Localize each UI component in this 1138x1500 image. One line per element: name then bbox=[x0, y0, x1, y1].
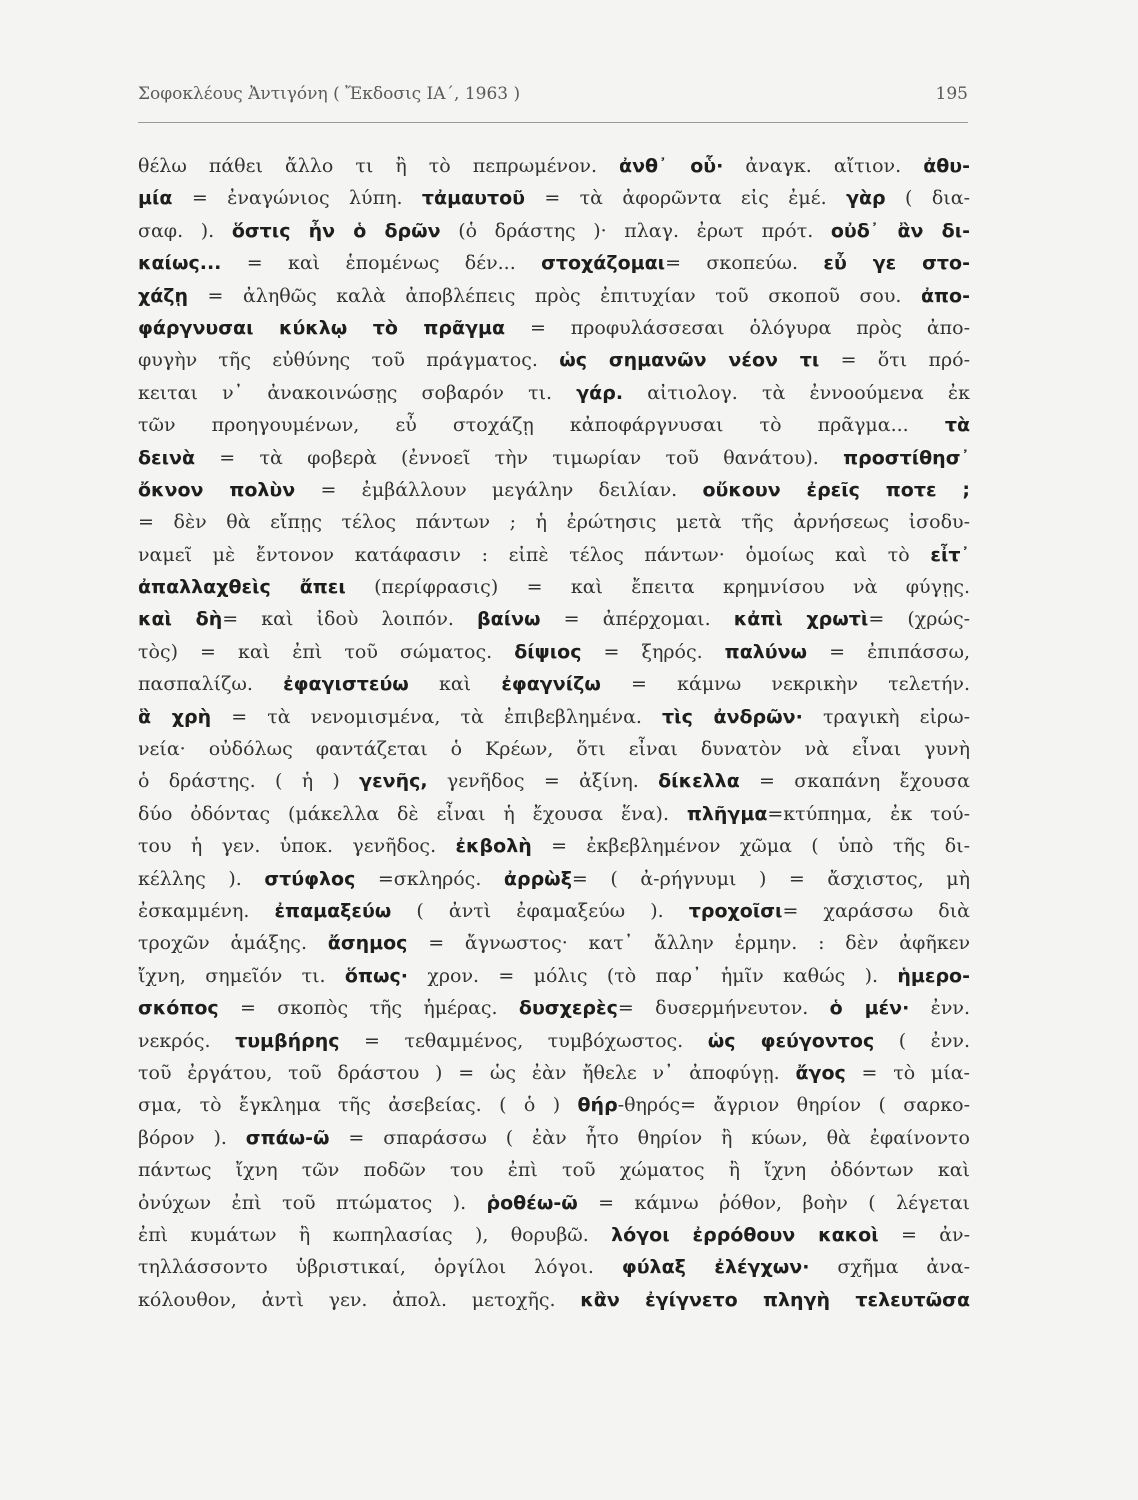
gloss: σμα, τὸ ἔγκλημα τῆς ἀσεβείας. ( ὁ ) bbox=[138, 1094, 578, 1117]
gloss: = δὲν θὰ εἴπῃς τέλος πάντων ; ἡ ἐρώτησις μετὰ τῆς ἀρνήσεως ἰσοδυ- bbox=[138, 511, 970, 534]
text-line bbox=[138, 701, 970, 733]
lemma: ἀθυ- bbox=[923, 155, 971, 177]
gloss: = (χρώς- bbox=[868, 608, 971, 631]
gloss: ὀνύχων ἐπὶ τοῦ πτώματος ). bbox=[138, 1191, 487, 1214]
lemma: τὰ bbox=[944, 414, 970, 437]
lemma: σπάω-ῶ bbox=[245, 1126, 330, 1149]
lemma: ἃ χρὴ bbox=[138, 705, 212, 728]
text-line bbox=[138, 863, 970, 895]
running-head-title: Σοφοκλέους Ἀντιγόνη ( Ἔκδοσις ΙΑ΄, 1963 ) bbox=[138, 84, 521, 104]
gloss: = προφυλάσσεσαι ὁλόγυρα πρὸς ἀπο- bbox=[505, 316, 970, 339]
lemma: ἀρρὼξ bbox=[503, 867, 572, 890]
lemma: κἀπὶ χρωτὶ bbox=[733, 608, 869, 631]
text-line bbox=[138, 603, 970, 635]
gloss: = ἐπιπάσσω, bbox=[807, 640, 970, 663]
text-line bbox=[138, 636, 970, 668]
lemma: ἀπαλλαχθεὶς ἄπει bbox=[138, 576, 346, 599]
lemma: γενῆς, bbox=[359, 770, 428, 793]
lemma: στύφλος bbox=[264, 867, 356, 890]
text-line bbox=[138, 992, 970, 1024]
gloss: βόρον ). bbox=[138, 1126, 246, 1149]
gloss: = ( ἀ-ρήγνυμι ) = ἄσχιστος, μὴ bbox=[571, 867, 971, 890]
commentary-text bbox=[138, 150, 970, 1316]
text-line bbox=[138, 247, 970, 279]
gloss: ἀναγκ. αἴτιον. bbox=[723, 155, 924, 177]
lemma: οὐδ᾽ ἂν δι- bbox=[830, 219, 970, 242]
lemma: τὶς ἀνδρῶν· bbox=[662, 705, 803, 728]
lemma: δεινὰ bbox=[138, 446, 196, 469]
gloss: τηλλάσσοντο ὑβριστικαί, ὀργίλοι λόγοι. bbox=[138, 1256, 622, 1279]
lemma: καὶ δὴ bbox=[138, 608, 223, 631]
gloss: νεκρός. bbox=[138, 1029, 236, 1052]
lemma: στοχάζομαι bbox=[541, 252, 666, 275]
text-line bbox=[138, 1089, 970, 1121]
gloss: = ἐμβάλλουν μεγάλην δειλίαν. bbox=[295, 478, 703, 501]
gloss: = χαράσσω διὰ bbox=[782, 899, 970, 922]
gloss: = σκοπεύω. bbox=[665, 252, 824, 275]
gloss: = ἀληθῶς καλὰ ἀποβλέπεις πρὸς ἐπιτυχίαν τοῦ σκοποῦ σου. bbox=[188, 284, 921, 307]
gloss: τροχῶν ἁμάξης. bbox=[138, 932, 328, 955]
text-line bbox=[138, 344, 970, 376]
text-line bbox=[138, 1057, 970, 1089]
gloss: ( ἐνν. bbox=[874, 1029, 970, 1052]
gloss: = ἀπέρχομαι. bbox=[540, 608, 734, 631]
lemma: θήρ bbox=[577, 1094, 618, 1117]
lemma: ῥοθέω-ῶ bbox=[486, 1191, 578, 1214]
lemma: ἀνθ᾽ οὗ· bbox=[619, 155, 724, 177]
text-line bbox=[138, 1187, 970, 1219]
lemma: ὁ μέν· bbox=[829, 997, 910, 1020]
text-line bbox=[138, 765, 970, 797]
lemma: βαίνω bbox=[477, 608, 541, 631]
text-line bbox=[138, 150, 970, 182]
lemma: ἐπαμαξεύω bbox=[274, 899, 392, 922]
lemma: ὄκνον πολὺν bbox=[138, 478, 296, 501]
gloss: τραγικὴ εἰρω- bbox=[802, 705, 970, 728]
lemma: τυμβήρης bbox=[235, 1029, 340, 1052]
gloss: θέλω πάθει ἄλλο τι ἢ τὸ πεπρωμένον. bbox=[138, 155, 620, 177]
lemma: κἂν ἐγίγνετο πληγὴ τελευτῶσα bbox=[580, 1288, 970, 1311]
lemma: γάρ. bbox=[576, 381, 624, 404]
gloss: = σκαπάνη ἔχουσα bbox=[739, 770, 970, 793]
lemma: εἶτ᾽ bbox=[930, 543, 970, 566]
lemma: τροχοῖσι bbox=[688, 899, 783, 922]
gloss: ἐσκαμμένη. bbox=[138, 899, 275, 922]
gloss: κόλουθον, ἀντὶ γεν. ἀπολ. μετοχῆς. bbox=[138, 1288, 581, 1311]
text-line bbox=[138, 927, 970, 959]
gloss: τὸς) = καὶ ἐπὶ τοῦ σώματος. bbox=[138, 640, 515, 663]
lemma: φύλαξ ἐλέγχων· bbox=[621, 1256, 810, 1279]
gloss: πάντως ἴχνη τῶν ποδῶν του ἐπὶ τοῦ χώματος ἢ ἴχνη ὀδόντων καὶ bbox=[138, 1159, 970, 1182]
gloss: τῶν προηγουμένων, εὖ στοχάζῃ κἀποφάργνυσαι τὸ πρᾶγμα... bbox=[138, 414, 945, 437]
gloss: δύο ὀδόντας (μάκελλα δὲ εἶναι ἡ ἔχουσα ἕνα). bbox=[138, 802, 687, 825]
lemma: παλύνω bbox=[724, 640, 808, 663]
gloss: σαφ. ). bbox=[138, 219, 232, 242]
text-line bbox=[138, 1154, 970, 1186]
gloss: -θηρός= ἄγριον θηρίον ( σαρκο- bbox=[617, 1094, 970, 1117]
gloss: ὁ δράστης. ( ἡ ) bbox=[138, 770, 360, 793]
lemma: δυσχερὲς bbox=[518, 997, 618, 1020]
gloss: αἰτιολογ. τὰ ἐννοούμενα ἐκ bbox=[623, 381, 970, 404]
gloss: = σκοπὸς τῆς ἡμέρας. bbox=[218, 997, 519, 1020]
text-line bbox=[138, 280, 970, 312]
gloss: =σκληρός. bbox=[355, 867, 504, 890]
gloss: κειται ν᾽ ἀνακοινώσῃς σοβαρόν τι. bbox=[138, 381, 577, 404]
text-line bbox=[138, 312, 970, 344]
gloss: ἴχνη, σημεῖόν τι. bbox=[138, 964, 345, 987]
gloss: ( δια- bbox=[885, 187, 970, 210]
gloss: = ἐκβεβλημένον χῶμα ( ὑπὸ τῆς δι- bbox=[531, 835, 971, 858]
gloss: χρον. = μόλις (τὸ παρ᾽ ἡμῖν καθώς ). bbox=[408, 964, 898, 987]
gloss: ( ἀντὶ ἐφαμαξεύω ). bbox=[391, 899, 689, 922]
lemma: ἄγος bbox=[795, 1061, 846, 1084]
gloss: ἐνν. bbox=[909, 997, 971, 1020]
gloss: = κάμνω ῥόθον, βοὴν ( λέγεται bbox=[577, 1191, 970, 1214]
lemma: λόγοι ἐρρόθουν κακοὶ bbox=[611, 1223, 879, 1246]
gloss: (ὁ δράστης )· πλαγ. ἐρωτ πρότ. bbox=[440, 219, 831, 242]
lemma: φάργνυσαι κύκλῳ τὸ πρᾶγμα bbox=[138, 316, 506, 339]
text-line bbox=[138, 442, 970, 474]
lemma: πλῆγμα bbox=[686, 802, 768, 825]
gloss: = ξηρός. bbox=[581, 640, 725, 663]
lemma: ἀπο- bbox=[920, 284, 970, 307]
text-line bbox=[138, 571, 970, 603]
lemma: ὅπως· bbox=[344, 964, 408, 987]
lemma: σκόπος bbox=[138, 997, 219, 1020]
gloss: = κάμνω νεκρικὴν τελετήν. bbox=[600, 673, 970, 696]
text-line bbox=[138, 798, 970, 830]
lemma: γὰρ bbox=[846, 187, 886, 210]
text-line bbox=[138, 830, 970, 862]
gloss: = ἐναγώνιος λύπη. bbox=[172, 187, 422, 210]
running-head bbox=[138, 84, 968, 104]
gloss: τοῦ ἐργάτου, τοῦ δράστου ) = ὡς ἐὰν ἤθελε ν᾽ ἀποφύγῃ. bbox=[138, 1061, 796, 1084]
text-line bbox=[138, 1025, 970, 1057]
gloss: γενῆδος = ἀξίνη. bbox=[427, 770, 659, 793]
lemma: τἀμαυτοῦ bbox=[421, 187, 525, 210]
text-line bbox=[138, 506, 970, 538]
gloss: = τὸ μία- bbox=[845, 1061, 970, 1084]
gloss: του ἡ γεν. ὑποκ. γενῆδος. bbox=[138, 835, 456, 858]
text-line bbox=[138, 215, 970, 247]
lemma: καίως... bbox=[138, 252, 222, 275]
gloss: ναμεῖ μὲ ἔντονον κατάφασιν : εἰπὲ τέλος πάντων· ὁμοίως καὶ τὸ bbox=[138, 543, 931, 566]
text-line bbox=[138, 182, 970, 214]
gloss: κέλλης ). bbox=[138, 867, 265, 890]
gloss: = δυσερμήνευτον. bbox=[617, 997, 830, 1020]
gloss: φυγὴν τῆς εὐθύνης τοῦ πράγματος. bbox=[138, 349, 560, 372]
text-line bbox=[138, 539, 970, 571]
gloss: πασπαλίζω. bbox=[138, 673, 284, 696]
text-line bbox=[138, 1122, 970, 1154]
lemma: δίψιος bbox=[514, 640, 582, 663]
gloss: = ἄγνωστος· κατ᾽ ἄλλην ἑρμην. : δὲν ἀφῆκεν bbox=[407, 932, 970, 955]
text-line bbox=[138, 668, 970, 700]
text-line bbox=[138, 1219, 970, 1251]
text-line bbox=[138, 895, 970, 927]
lemma: προστίθησ᾽ bbox=[843, 446, 970, 469]
gloss: = σπαράσσω ( ἐὰν ἦτο θηρίον ἢ κύων, θὰ ἐφαίνοντο bbox=[329, 1126, 970, 1149]
gloss: σχῆμα ἀνα- bbox=[809, 1256, 970, 1279]
lemma: χάζῃ bbox=[138, 284, 189, 307]
text-line bbox=[138, 474, 970, 506]
header-rule bbox=[138, 122, 968, 123]
lemma: ἄσημος bbox=[327, 932, 408, 955]
gloss: = καὶ ἰδοὺ λοιπόν. bbox=[222, 608, 478, 631]
gloss: καὶ bbox=[408, 673, 502, 696]
gloss: = τὰ φοβερὰ (ἐννοεῖ τὴν τιμωρίαν τοῦ θανάτου). bbox=[195, 446, 844, 469]
gloss: (περίφρασις) = καὶ ἔπειτα κρημνίσου νὰ φύγῃς. bbox=[345, 576, 971, 599]
lemma: ὅστις ἦν ὁ δρῶν bbox=[231, 219, 441, 242]
text-line bbox=[138, 960, 970, 992]
gloss: νεία· οὐδόλως φαντάζεται ὁ Κρέων, ὅτι εἶναι δυνατὸν νὰ εἶναι γυνὴ bbox=[138, 738, 970, 761]
gloss: = ὅτι πρό- bbox=[819, 349, 970, 372]
gloss: = τὰ ἀφορῶντα εἰς ἐμέ. bbox=[524, 187, 847, 210]
lemma: ἡμερο- bbox=[897, 964, 970, 987]
page-number: 195 bbox=[935, 84, 968, 104]
gloss: ἐπὶ κυμάτων ἢ κωπηλασίας ), θορυβῶ. bbox=[138, 1223, 612, 1246]
lemma: ἐφαγνίζω bbox=[501, 673, 601, 696]
lemma: δίκελλα bbox=[658, 770, 740, 793]
gloss: = τεθαμμένος, τυμβόχωστος. bbox=[339, 1029, 708, 1052]
text-line bbox=[138, 1284, 970, 1316]
lemma: ἐφαγιστεύω bbox=[283, 673, 409, 696]
lemma: ὡς σημανῶν νέον τι bbox=[559, 349, 820, 372]
lemma: οὔκουν ἐρεῖς ποτε ; bbox=[702, 478, 970, 501]
text-line bbox=[138, 1251, 970, 1283]
lemma: μία bbox=[138, 187, 173, 210]
text-line bbox=[138, 733, 970, 765]
gloss: =κτύπημα, ἐκ τού- bbox=[767, 802, 970, 825]
lemma: ἐκβολὴ bbox=[455, 835, 532, 858]
lemma: ὡς φεύγοντος bbox=[707, 1029, 875, 1052]
gloss: = ἀν- bbox=[878, 1223, 970, 1246]
text-line bbox=[138, 409, 970, 441]
gloss: = καὶ ἑπομένως δέν... bbox=[221, 252, 542, 275]
lemma: εὖ γε στο- bbox=[823, 252, 970, 275]
text-line bbox=[138, 377, 970, 409]
gloss: = τὰ νενομισμένα, τὰ ἐπιβεβλημένα. bbox=[211, 705, 663, 728]
